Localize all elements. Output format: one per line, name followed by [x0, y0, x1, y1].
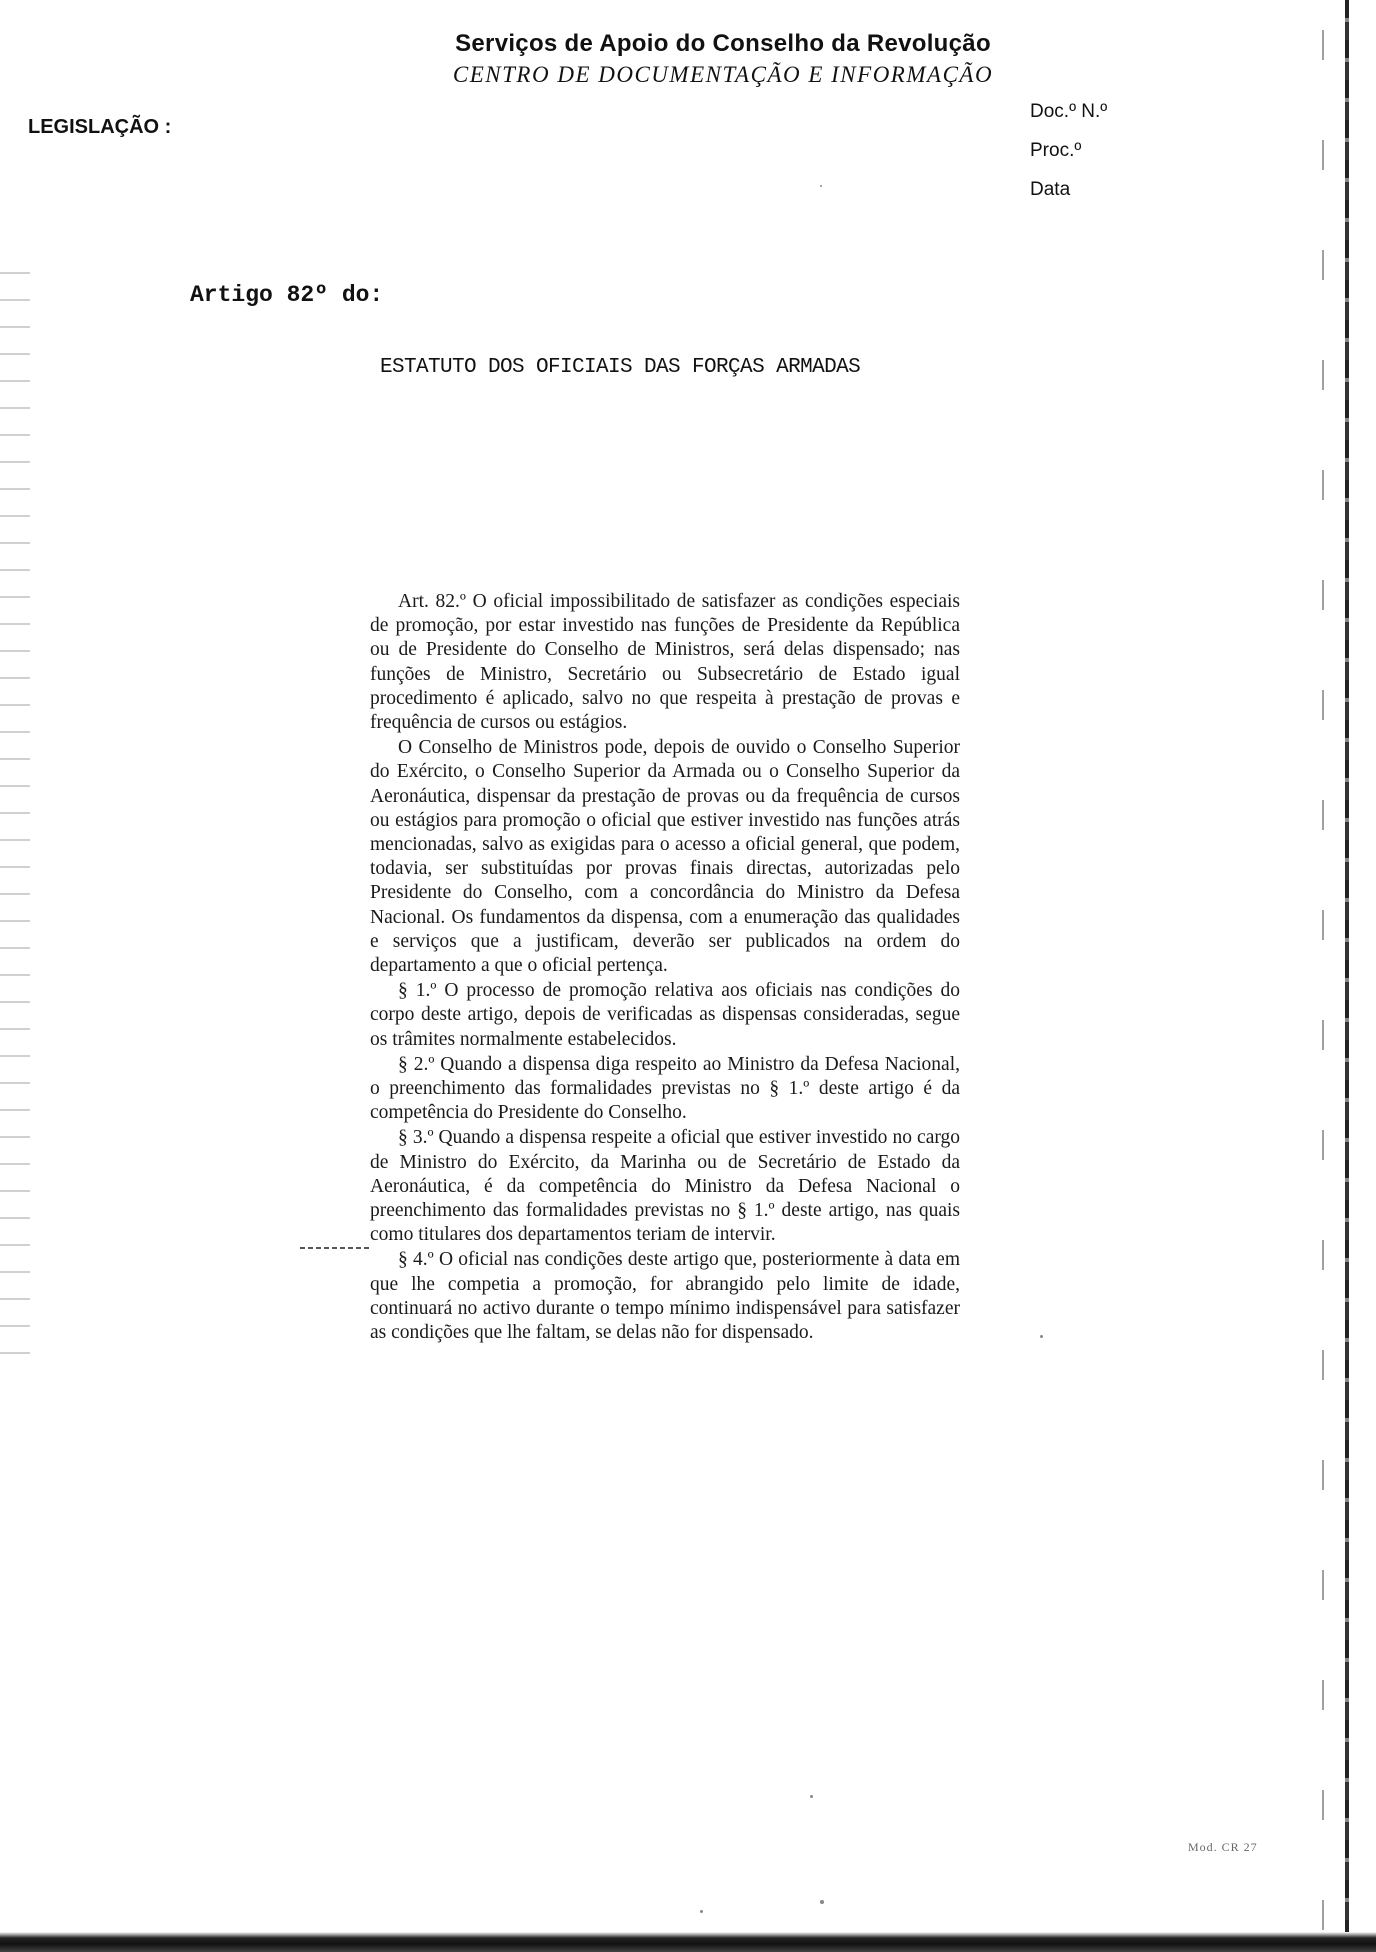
date-label: Data — [1030, 179, 1071, 200]
legislacao-label: LEGISLAÇÃO : — [28, 116, 172, 138]
proc-label: Proc.º — [1030, 140, 1082, 161]
doc-number-label: Doc.º N.º — [1030, 101, 1108, 122]
article-body — [370, 590, 960, 1346]
scan-edge-right-inner — [1322, 0, 1324, 1952]
article-paragraph: § 4.º O oficial nas condições deste artigo que, posteriormente à data em que lhe competia a promoção, for abrangido pelo limite de idade, continuará no activo durante o tempo mínimo indispensável para satisfazer as condições que lhe faltam, se delas não for dispensado. — [370, 1249, 960, 1344]
speck — [820, 185, 822, 187]
speck — [810, 1795, 813, 1798]
speck — [1040, 1335, 1043, 1338]
scan-edge-right — [1345, 0, 1349, 1952]
form-code: Mod. CR 27 — [1188, 1840, 1258, 1854]
document-meta — [1030, 92, 1107, 209]
article-paragraph: § 1.º O processo de promoção relativa aos oficiais nas condições do corpo deste artigo, depois de verificadas as dispensas consideradas, segue os trâmites normalmente estabelecidos. — [370, 980, 960, 1050]
artigo-heading: Artigo 82º do: — [190, 282, 384, 308]
article-paragraph: § 3.º Quando a dispensa respeite a oficial que estiver investido no cargo de Ministro do Exército, da Marinha ou de Secretário de Estado da Aeronáutica, é da competência do Ministro da Defesa Nacional o preenchimento das formalidades previstas no § 1.º deste artigo, nas quais como titulares dos departamentos teriam de intervir. — [370, 1127, 960, 1246]
header-centre: CENTRO DE DOCUMENTAÇÃO E INFORMAÇÃO — [452, 62, 994, 87]
header-organization: Serviços de Apoio do Conselho da Revolução — [455, 30, 991, 57]
article-paragraph: Art. 82.º O oficial impossibilitado de satisfazer as condições especiais de promoção, por estar investido nas funções de Presidente da República ou de Presidente do Conselho de Ministros, será delas dispensado; nas funções de Ministro, Secretário ou Subsecretário de Estado igual procedimento é aplicado, salvo no que respeita à prestação de provas e frequência de cursos ou estágios. — [370, 591, 960, 734]
article-paragraph: § 2.º Quando a dispensa diga respeito ao Ministro da Defesa Nacional, o preenchimento das formalidades previstas no § 1.º deste artigo é da competência do Presidente do Conselho. — [370, 1053, 960, 1124]
scan-edge-bottom — [0, 1932, 1376, 1952]
scan-shadow-left — [0, 260, 30, 1360]
article-paragraph: O Conselho de Ministros pode, depois de ouvido o Conselho Superior do Exército, o Conselho Superior da Armada ou o Conselho Superior da Aeronáutica, dispensar da prestação de provas ou da frequência de cursos ou estágios para promoção o oficial que estiver investido nas funções atrás mencionadas, salvo as exigidas para o acesso a oficial general, que podem, todavia, ser substituídas por provas finais directas, autorizadas pelo Presidente do Conselho, com a concordância do Ministro da Defesa Nacional. Os fundamentos da dispensa, com a enumeração das qualidades e serviços que a justificam, deverão ser publicados na ordem do departamento a que o oficial pertença. — [370, 737, 960, 977]
estatuto-title: ESTATUTO DOS OFICIAIS DAS FORÇAS ARMADAS — [380, 356, 861, 379]
speck — [820, 1900, 824, 1904]
margin-mark — [300, 1247, 370, 1249]
speck — [700, 1910, 703, 1913]
